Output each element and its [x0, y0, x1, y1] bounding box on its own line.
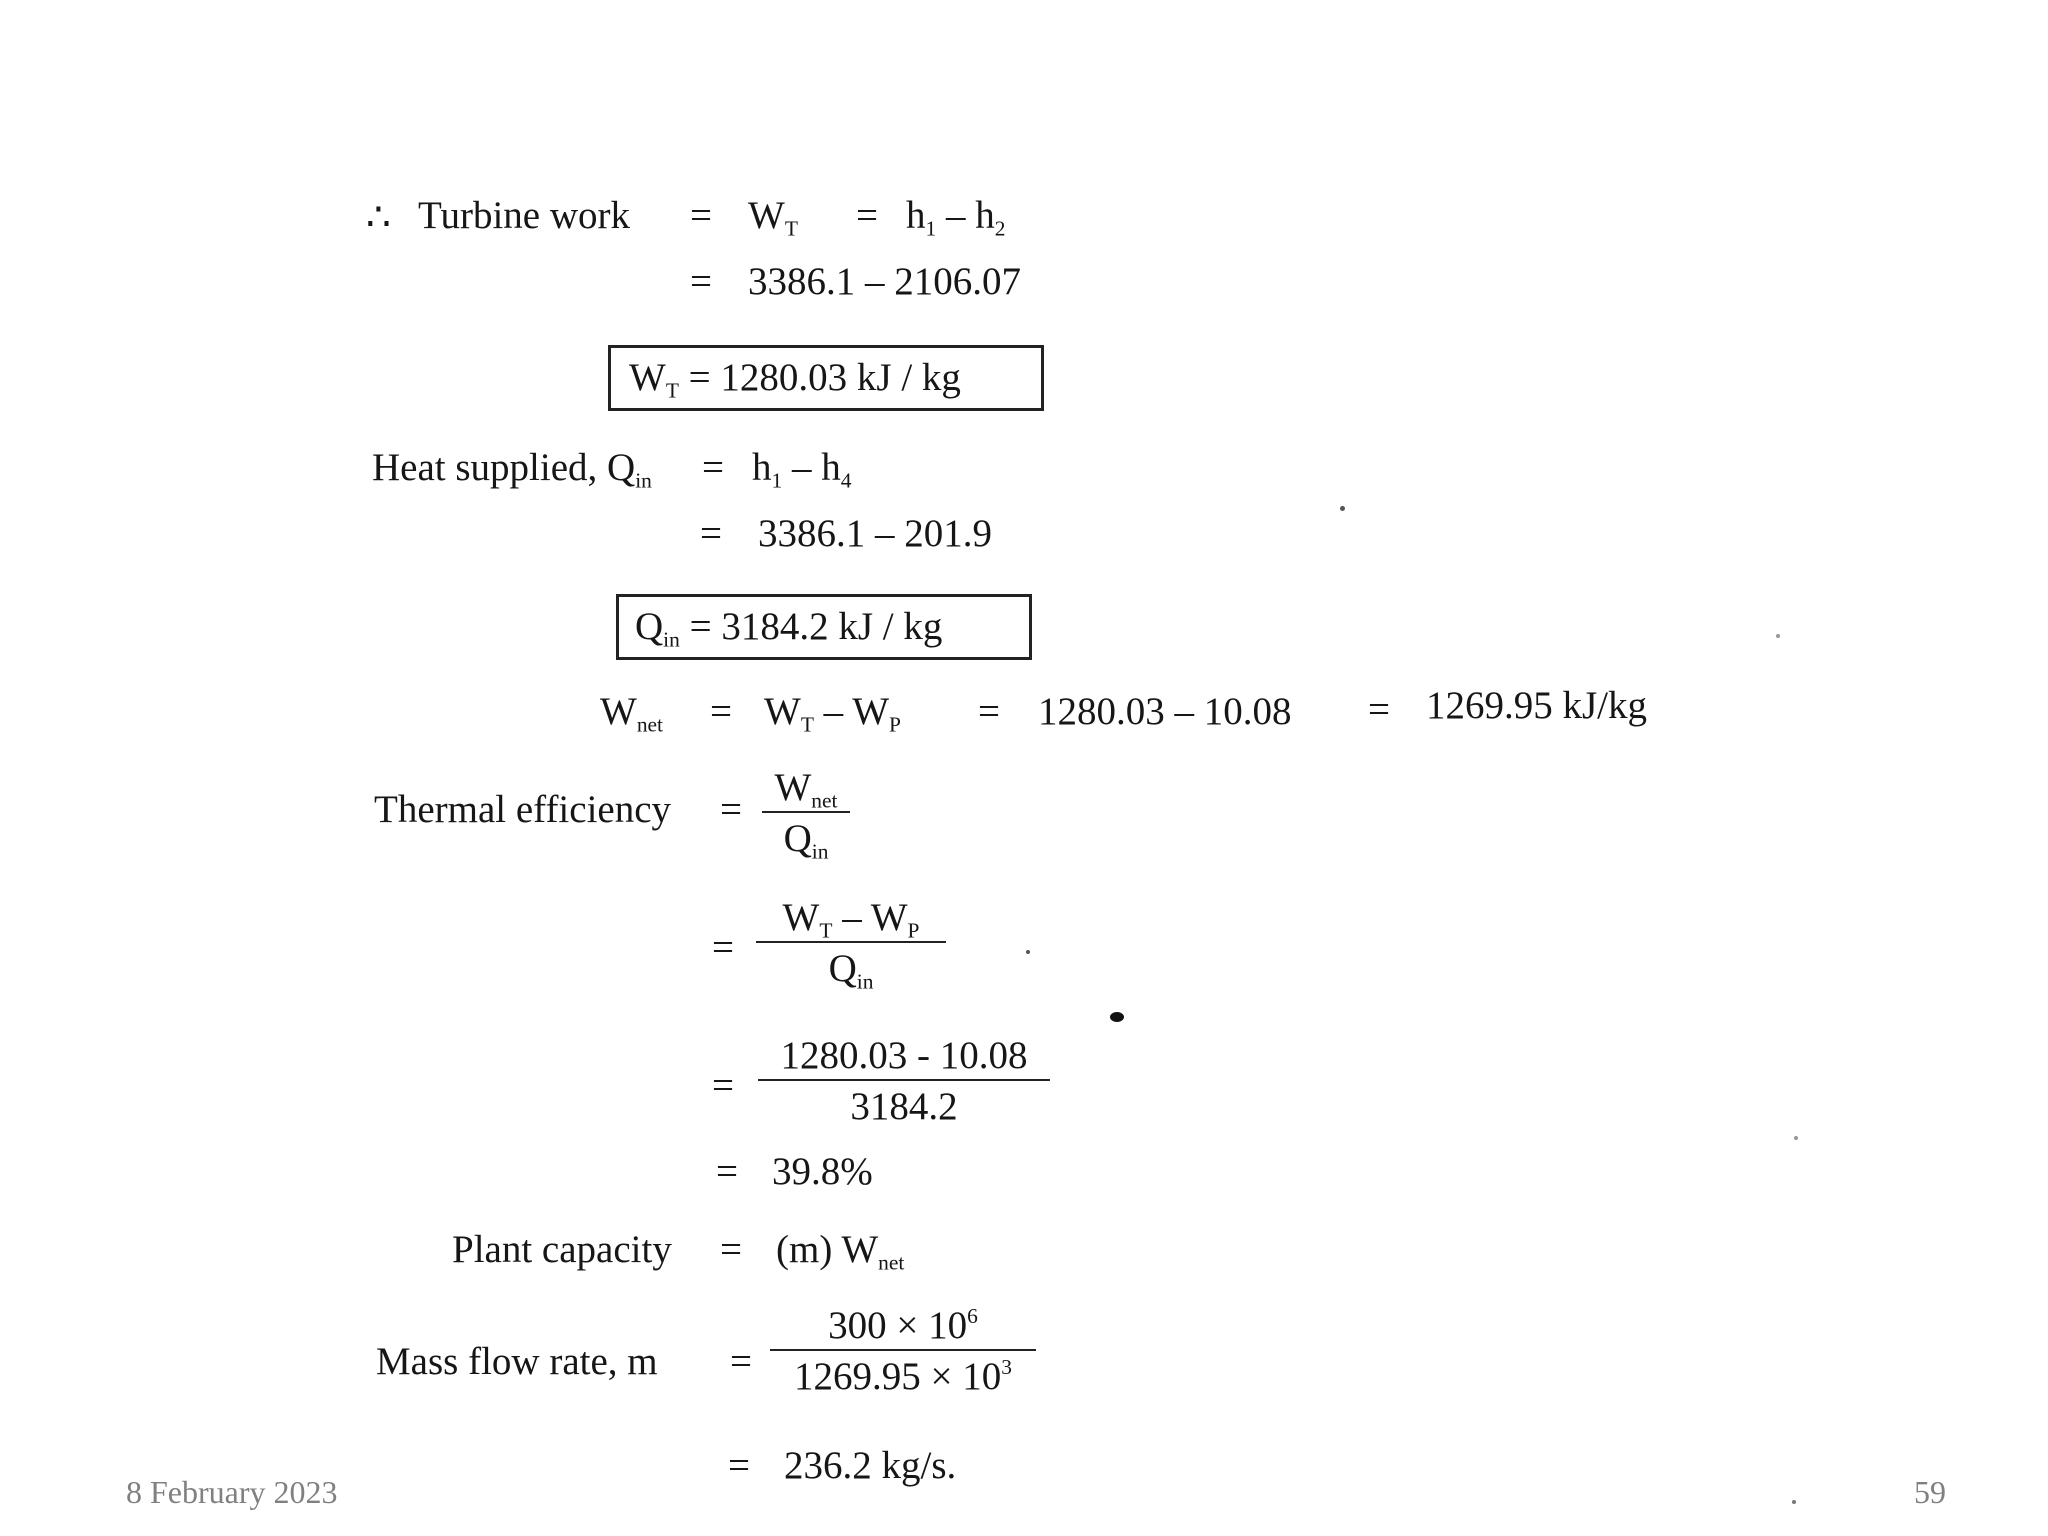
net-work-result: 1269.95 kJ/kg	[1426, 684, 1648, 727]
turbine-work-symbol: $W_T$	[748, 194, 798, 241]
equals-sign: =	[978, 690, 1000, 733]
fraction-denominator: $1269.95 \times 10^3$	[794, 1355, 1012, 1398]
equals-sign: =	[730, 1340, 752, 1383]
scan-speck	[1340, 506, 1345, 511]
scan-speck	[1026, 950, 1030, 954]
scan-speck	[1110, 1012, 1124, 1022]
efficiency-step2-equals: =	[712, 926, 734, 969]
heat-supplied-label: Heat supplied, $Q_{in}$	[372, 446, 652, 493]
heat-enthalpy-expression: $h_1 - h_4$	[752, 446, 852, 493]
fraction-denominator: $Q_{in}$	[828, 947, 874, 994]
efficiency-fraction	[762, 766, 850, 864]
efficiency-result: 39.8%	[772, 1150, 873, 1193]
net-work-values: 1280.03 – 10.08	[1038, 690, 1292, 733]
efficiency-step2-fraction	[756, 896, 946, 994]
turbine-work-label: Turbine work	[418, 194, 630, 237]
heat-result: $Q_{in} = 3184.2$ kJ / kg	[635, 605, 943, 652]
equals-sign: =	[700, 512, 722, 555]
equals-sign: =	[720, 788, 742, 831]
mass-flow-fraction	[770, 1306, 1036, 1396]
equals-sign: =	[702, 446, 724, 489]
thermal-efficiency-label: Thermal efficiency	[374, 788, 672, 831]
efficiency-step3-fraction	[758, 1036, 1050, 1126]
mass-flow-result: 236.2 kg/s.	[784, 1444, 957, 1487]
fraction-numerator: $300 \times 10^6$	[828, 1304, 978, 1347]
scan-speck	[1794, 1136, 1798, 1140]
heat-values-expression: 3386.1 – 201.9	[758, 512, 992, 555]
equals-sign: =	[856, 194, 878, 237]
equals-sign: =	[690, 260, 712, 303]
heat-result-box	[616, 594, 1032, 660]
fraction-bar	[770, 1349, 1036, 1351]
enthalpy-expression: $h_1 - h_2$	[906, 194, 1006, 241]
equals-sign: =	[728, 1444, 750, 1487]
work-difference: $W_T - W_P$	[764, 690, 901, 737]
fraction-numerator: $W_T - W_P$	[782, 896, 920, 943]
fraction-numerator: 1280.03 - 10.08	[780, 1034, 1028, 1077]
turbine-values-expression: 3386.1 – 2106.07	[748, 260, 1021, 303]
equals-sign: =	[710, 690, 732, 733]
turbine-work-result-box	[608, 345, 1044, 411]
net-work-symbol: $W_{net}$	[600, 690, 664, 737]
fraction-bar	[758, 1079, 1050, 1081]
equals-sign: =	[690, 194, 712, 237]
therefore-symbol: ∴	[366, 196, 391, 239]
fraction-denominator: $Q_{in}$	[783, 817, 829, 864]
turbine-work-result: $W_T = 1280.03$ kJ / kg	[629, 356, 961, 403]
fraction-denominator: 3184.2	[850, 1085, 958, 1128]
efficiency-step3-equals: =	[712, 1064, 734, 1107]
footer-date: 8 February 2023	[126, 1474, 338, 1510]
equals-sign: =	[720, 1228, 742, 1271]
equals-sign: =	[716, 1150, 738, 1193]
scan-speck	[1776, 634, 1780, 638]
plant-capacity-expression: (m) $W_{net}$	[776, 1228, 905, 1275]
plant-capacity-label: Plant capacity	[452, 1228, 672, 1271]
slide-number: 59	[1914, 1474, 1946, 1510]
mass-flow-label: Mass flow rate, m	[376, 1340, 658, 1383]
fraction-numerator: $W_{net}$	[774, 766, 838, 813]
scan-speck	[1792, 1500, 1796, 1504]
equals-sign: =	[1368, 688, 1390, 731]
